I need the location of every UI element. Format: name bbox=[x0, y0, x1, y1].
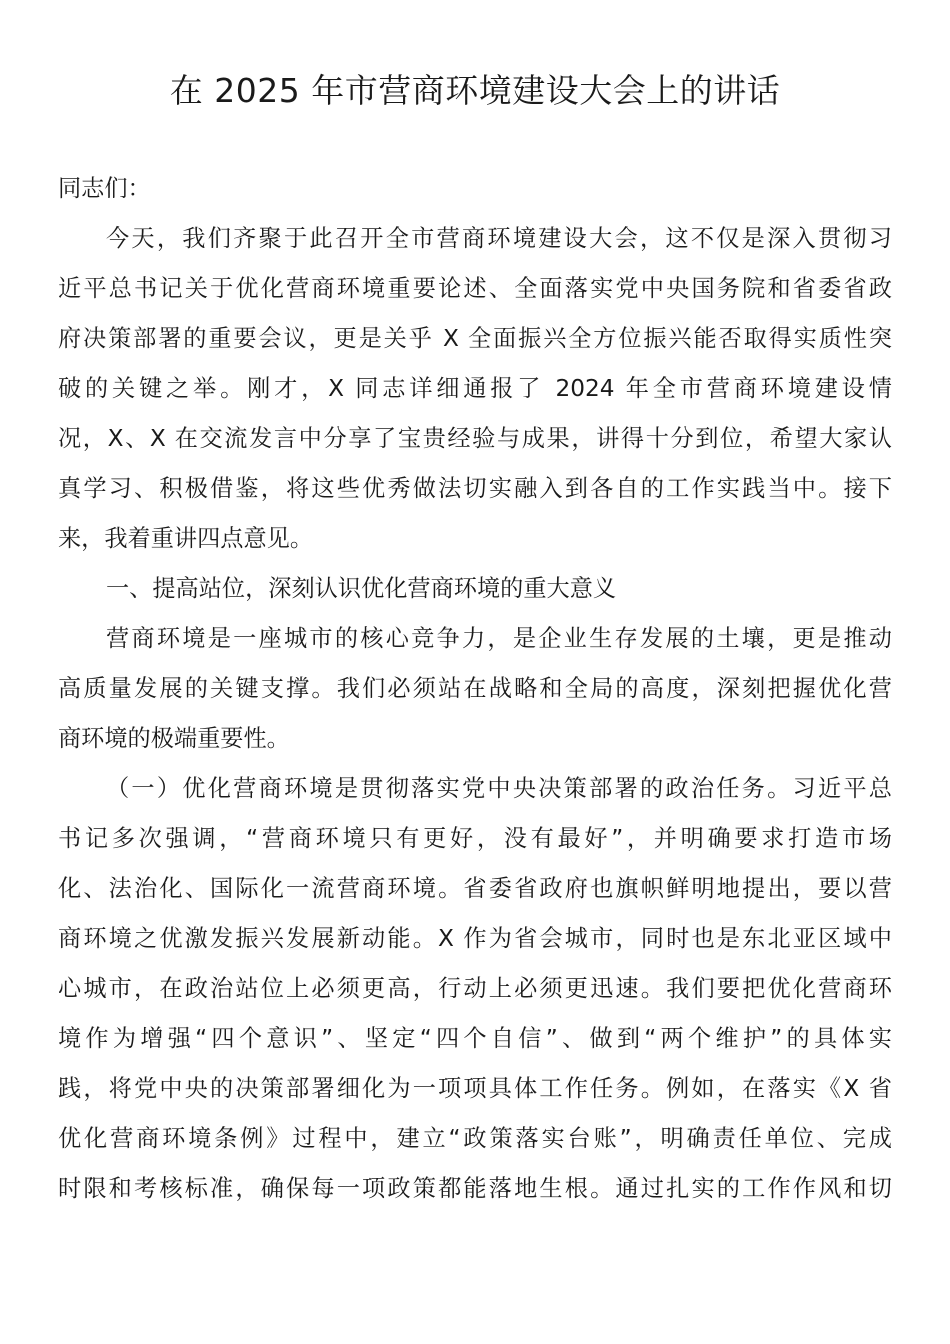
paragraph-line: 心城市，在政治站位上必须更高，行动上必须更迅速。我们要把优化营商环 bbox=[58, 975, 892, 1002]
section-heading: 一、提高站位，深刻认识优化营商环境的重大意义 bbox=[106, 575, 617, 602]
paragraph-line: 商环境的极端重要性。 bbox=[58, 725, 290, 752]
paragraph-line: 况，X、X 在交流发言中分享了宝贵经验与成果，讲得十分到位，希望大家认 bbox=[58, 425, 892, 452]
paragraph-line: 书记多次强调，“营商环境只有更好，没有最好”，并明确要求打造市场 bbox=[58, 825, 892, 852]
paragraph-line: 优化营商环境条例》过程中，建立“政策落实台账”，明确责任单位、完成 bbox=[58, 1125, 892, 1152]
paragraph-line: 近平总书记关于优化营商环境重要论述、全面落实党中央国务院和省委省政 bbox=[58, 275, 892, 302]
document-title: 在 2025 年市营商环境建设大会上的讲话 bbox=[169, 71, 781, 110]
paragraph-line: 来，我着重讲四点意见。 bbox=[58, 525, 314, 552]
paragraph-line: 化、法治化、国际化一流营商环境。省委省政府也旗帜鲜明地提出，要以营 bbox=[58, 875, 892, 902]
salutation-line: 同志们： bbox=[58, 175, 151, 202]
paragraph-line: 府决策部署的重要会议，更是关乎 X 全面振兴全方位振兴能否取得实质性突 bbox=[58, 325, 892, 352]
paragraph-line: 境作为增强“四个意识”、坚定“四个自信”、做到“两个维护”的具体实 bbox=[58, 1025, 892, 1052]
paragraph-line: 时限和考核标准，确保每一项政策都能落地生根。通过扎实的工作作风和切 bbox=[58, 1175, 892, 1202]
paragraph-line: 今天，我们齐聚于此召开全市营商环境建设大会，这不仅是深入贯彻习 bbox=[106, 225, 892, 252]
paragraph-line: 践，将党中央的决策部署细化为一项项具体工作任务。例如，在落实《X 省 bbox=[58, 1075, 892, 1102]
paragraph-line: 真学习、积极借鉴，将这些优秀做法切实融入到各自的工作实践当中。接下 bbox=[58, 475, 892, 502]
paragraph-line: （一）优化营商环境是贯彻落实党中央决策部署的政治任务。习近平总 bbox=[106, 775, 892, 802]
paragraph-line: 高质量发展的关键支撑。我们必须站在战略和全局的高度，深刻把握优化营 bbox=[58, 675, 892, 702]
paragraph-line: 破的关键之举。刚才，X 同志详细通报了 2024 年全市营商环境建设情 bbox=[58, 375, 892, 402]
paragraph-line: 营商环境是一座城市的核心竞争力，是企业生存发展的土壤，更是推动 bbox=[106, 625, 892, 652]
paragraph-line: 商环境之优激发振兴发展新动能。X 作为省会城市，同时也是东北亚区域中 bbox=[58, 925, 892, 952]
document-body bbox=[58, 164, 892, 1214]
